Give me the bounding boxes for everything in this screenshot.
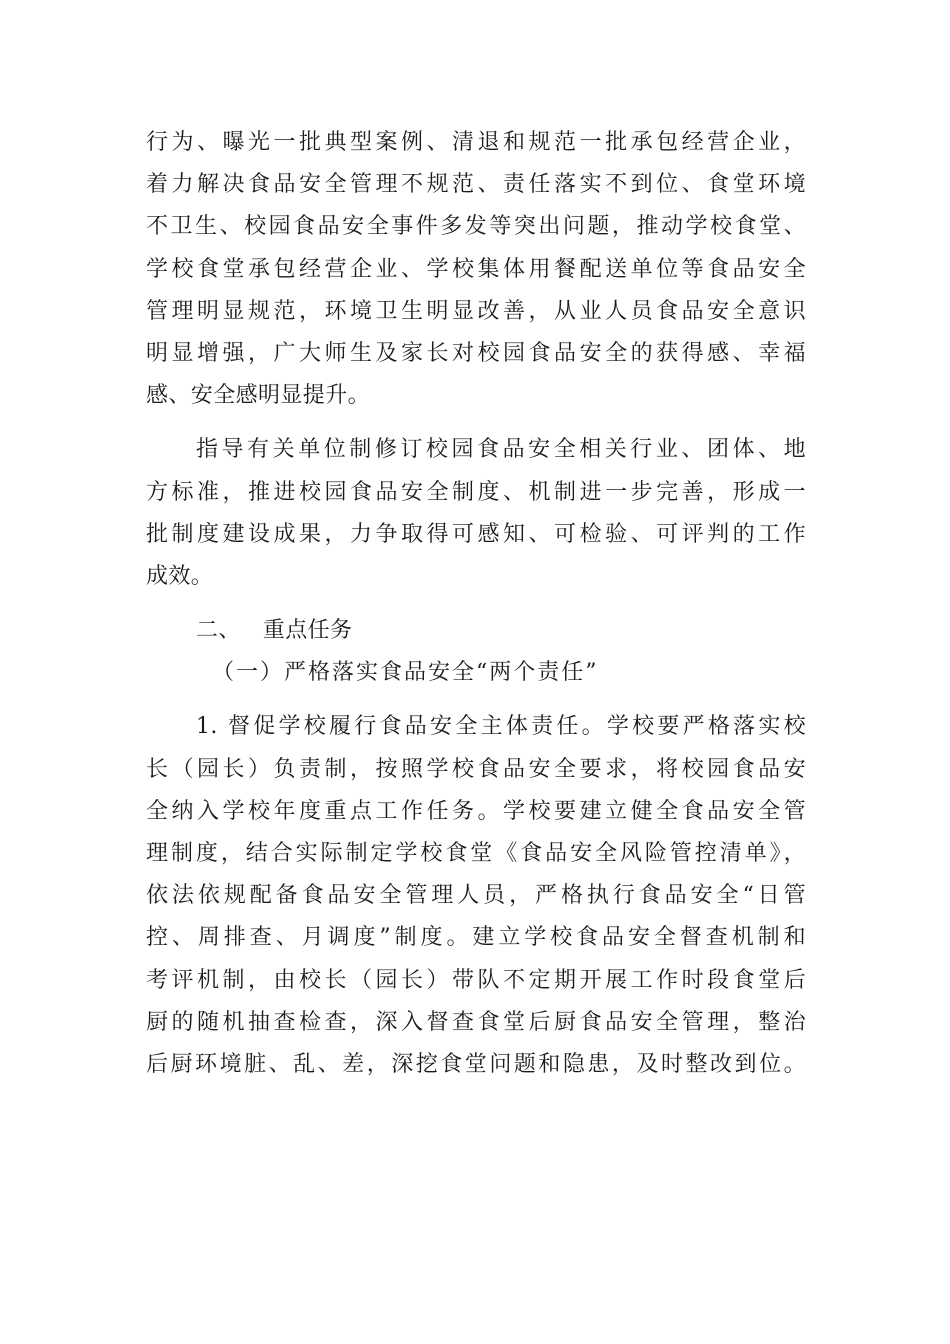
text-line: 全纳入学校年度重点工作任务。学校要建立健全食品安全管 <box>146 798 806 824</box>
text-line: 管理明显规范，环境卫生明显改善，从业人员食品安全意识 <box>146 298 806 324</box>
text-line: 控、周排查、月调度”制度。建立学校食品安全督查机制和 <box>146 925 806 951</box>
text-line: 理制度，结合实际制定学校食堂《食品安全风险管控清单》， <box>146 841 806 866</box>
text-line: 行为、曝光一批典型案例、清退和规范一批承包经营企业， <box>146 130 806 155</box>
text-line: 考评机制，由校长（园长）带队不定期开展工作时段食堂后 <box>146 967 806 993</box>
paragraph-school-responsibility <box>146 706 806 1086</box>
section-number: 二、 <box>196 618 241 644</box>
text-line: 1. 督促学校履行食品安全主体责任。学校要严格落实校 <box>196 714 806 740</box>
text-line: 依法依规配备食品安全管理人员，严格执行食品安全“日管 <box>146 883 806 909</box>
text-line: 不卫生、校园食品安全事件多发等突出问题，推动学校食堂、 <box>146 214 806 240</box>
text-line: 长（园长）负责制，按照学校食品安全要求，将校园食品安 <box>146 756 806 782</box>
paragraph-spacer <box>146 417 806 429</box>
text-line: 学校食堂承包经营企业、学校集体用餐配送单位等食品安全 <box>146 256 806 282</box>
paragraph-spacer <box>146 598 806 610</box>
text-line: 指导有关单位制修订校园食品安全相关行业、团体、地 <box>196 437 806 463</box>
text-line: 感、安全感明显提升。 <box>146 383 371 409</box>
text-line: 厨的随机抽查检查，深入督查食堂后厨食品安全管理，整治 <box>146 1009 806 1035</box>
text-line: 后厨环境脏、乱、差，深挖食堂问题和隐患，及时整改到位。 <box>146 1051 806 1077</box>
text-line: 批制度建设成果，力争取得可感知、可检验、可评判的工作 <box>146 521 806 547</box>
text-line: 方标准，推进校园食品安全制度、机制进一步完善，形成一 <box>146 479 806 505</box>
text-line: 成效。 <box>146 563 214 589</box>
paragraph-spacer <box>146 694 806 706</box>
text-line: 明显增强，广大师生及家长对校园食品安全的获得感、幸福 <box>146 340 806 366</box>
text-line: 着力解决食品安全管理不规范、责任落实不到位、食堂环境 <box>146 172 806 198</box>
paragraph-goals-continued <box>146 122 806 417</box>
subsection-heading: （一）严格落实食品安全“两个责任” <box>212 660 599 686</box>
section-title: 重点任务 <box>262 618 353 644</box>
paragraph-standards <box>146 429 806 598</box>
section-heading <box>146 610 806 652</box>
document-page <box>146 122 806 1086</box>
